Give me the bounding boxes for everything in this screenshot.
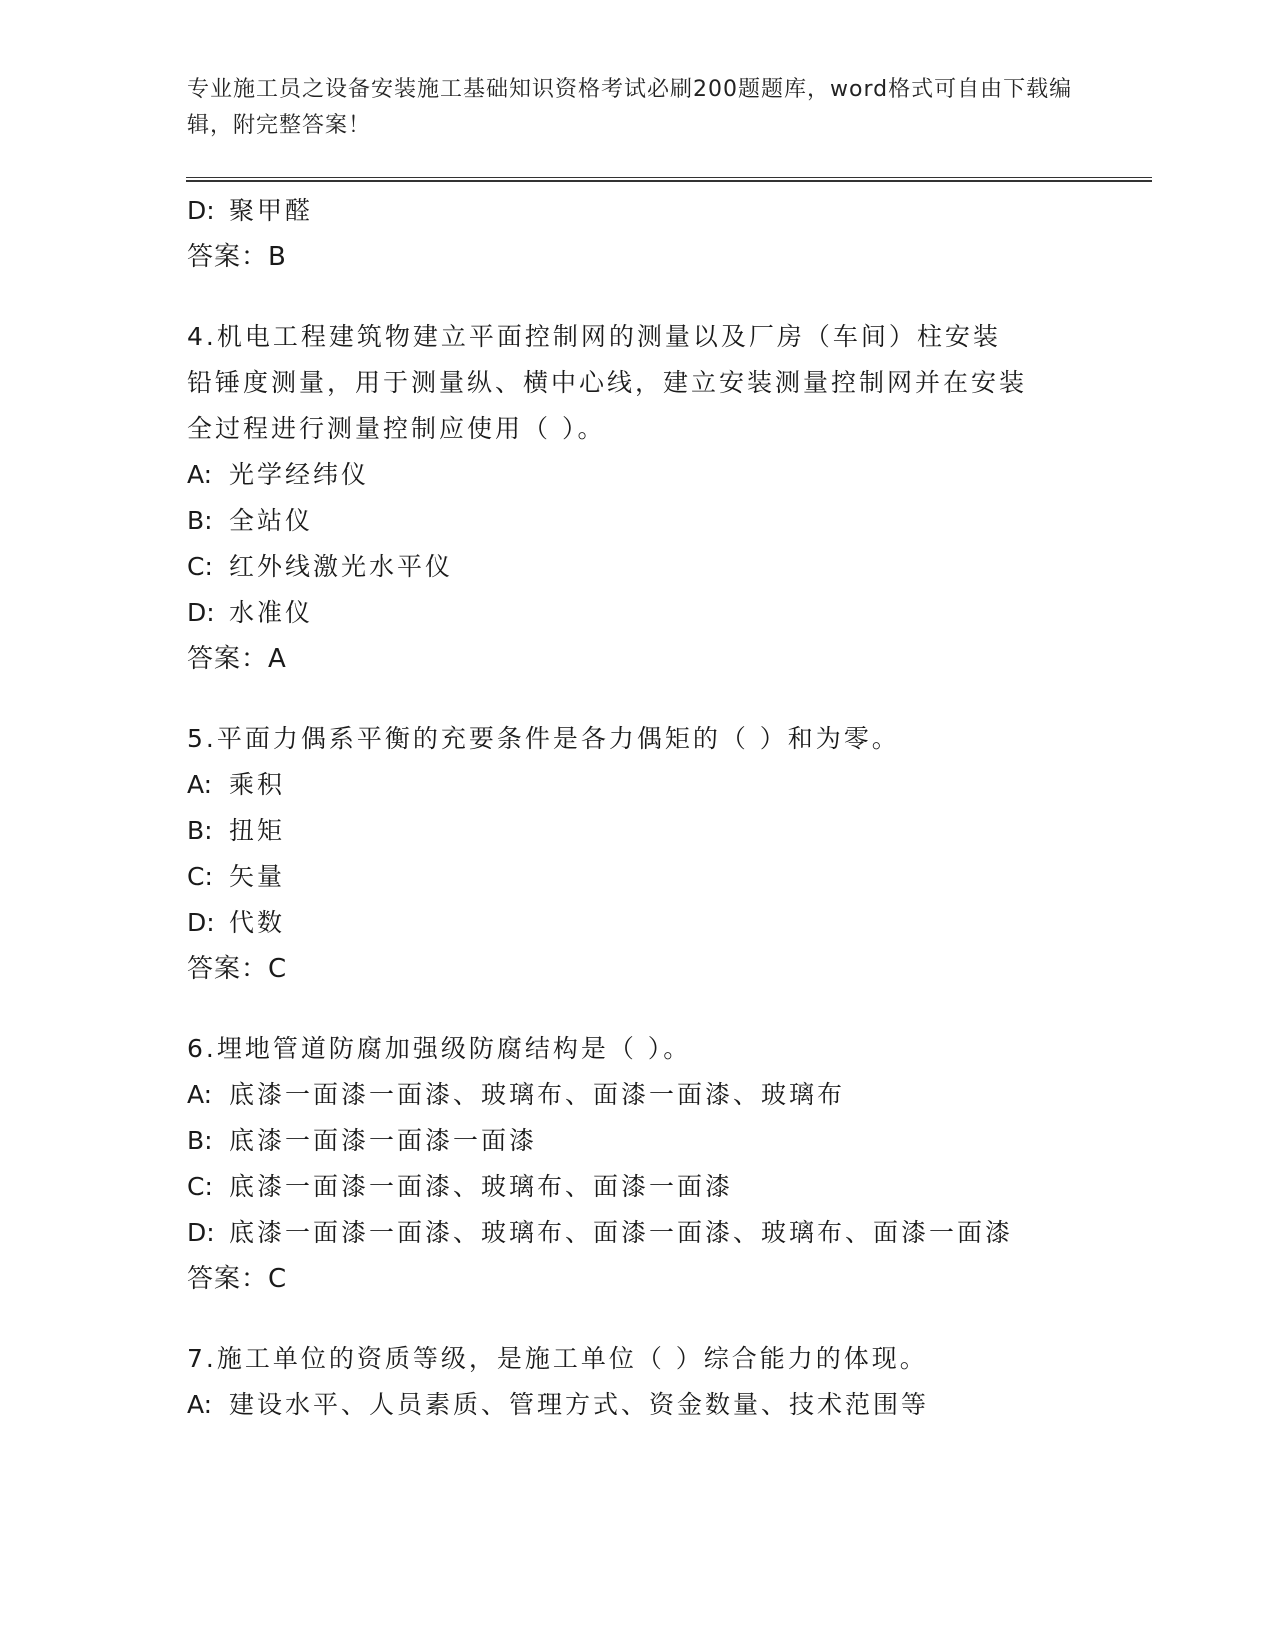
option-c <box>187 1164 1087 1210</box>
option-text: 聚甲醛 <box>229 196 314 225</box>
option-a <box>187 762 1087 808</box>
option-text: 光学经纬仪 <box>229 460 370 489</box>
option-letter: A: <box>187 1390 213 1419</box>
option-text: 代数 <box>229 908 286 937</box>
option-d <box>187 1210 1087 1256</box>
option-text: 矢量 <box>229 862 286 891</box>
question-4-text: 4.机电工程建筑物建立平面控制网的测量以及厂房（车间）柱安装铅锤度测量，用于测量纵、横中心线，建立安装测量控制网并在安装全过程进行测量控制应使用（ ）。 <box>187 322 1028 443</box>
option-letter: C: <box>187 552 213 581</box>
option-text: 底漆一面漆一面漆、玻璃布、面漆一面漆、玻璃布 <box>229 1080 846 1109</box>
option-d <box>187 188 1087 234</box>
option-a <box>187 1072 1087 1118</box>
option-letter: D: <box>187 196 215 225</box>
option-text: 红外线激光水平仪 <box>229 552 454 581</box>
option-letter: A: <box>187 460 213 489</box>
question-5-text: 5.平面力偶系平衡的充要条件是各力偶矩的（ ）和为零。 <box>187 724 900 753</box>
option-letter: B: <box>187 816 213 845</box>
header-divider <box>186 177 1152 182</box>
option-d <box>187 590 1087 636</box>
option-letter: B: <box>187 506 213 535</box>
option-a <box>187 1382 1087 1428</box>
answer-line: 答案：A <box>187 644 287 674</box>
option-letter: B: <box>187 1126 213 1155</box>
option-text: 全站仪 <box>229 506 314 535</box>
option-text: 底漆一面漆一面漆、玻璃布、面漆一面漆 <box>229 1172 734 1201</box>
option-b <box>187 1118 1087 1164</box>
option-b <box>187 808 1087 854</box>
document-header <box>187 72 1087 144</box>
answer-line: 答案：C <box>187 954 288 984</box>
option-text: 乘积 <box>229 770 286 799</box>
document-body <box>187 188 1087 1428</box>
option-c <box>187 544 1087 590</box>
option-text: 底漆一面漆一面漆、玻璃布、面漆一面漆、玻璃布、面漆一面漆 <box>229 1218 1014 1247</box>
option-d <box>187 900 1087 946</box>
option-text: 扭矩 <box>229 816 286 845</box>
option-letter: C: <box>187 1172 213 1201</box>
option-letter: A: <box>187 770 213 799</box>
option-b <box>187 498 1087 544</box>
question-7-text: 7.施工单位的资质等级，是施工单位（ ）综合能力的体现。 <box>187 1344 928 1373</box>
option-letter: D: <box>187 1218 215 1247</box>
option-c <box>187 854 1087 900</box>
option-letter: D: <box>187 908 215 937</box>
option-letter: C: <box>187 862 213 891</box>
option-text: 底漆一面漆一面漆一面漆 <box>229 1126 538 1155</box>
option-letter: A: <box>187 1080 213 1109</box>
answer-line: 答案：C <box>187 1264 288 1294</box>
option-text: 建设水平、人员素质、管理方式、资金数量、技术范围等 <box>229 1390 930 1419</box>
answer-line: 答案：B <box>187 242 287 272</box>
option-text: 水准仪 <box>229 598 314 627</box>
question-6-text: 6.埋地管道防腐加强级防腐结构是（ ）。 <box>187 1034 692 1063</box>
option-a <box>187 452 1087 498</box>
option-letter: D: <box>187 598 215 627</box>
header-text: 专业施工员之设备安装施工基础知识资格考试必刷200题题库，word格式可自由下载编辑，附完整答案！ <box>187 77 1073 138</box>
